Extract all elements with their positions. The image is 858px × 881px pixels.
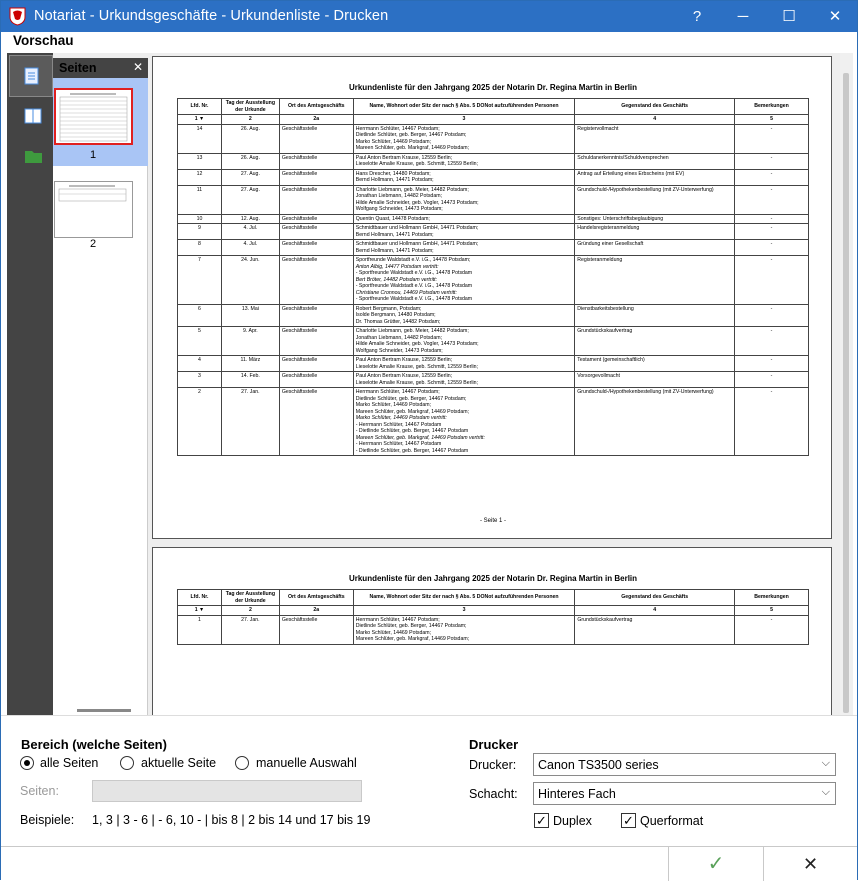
name-line: Bert Bröter, 14482 Potsdam vertritt: (355, 276, 438, 283)
thumbnail-page-2[interactable] (54, 181, 133, 238)
cell-tag: 26. Aug. (221, 124, 279, 153)
name-line: Lieselotte Amalie Krause, geb. Schmitt, 12559 Berlin; (355, 161, 478, 167)
name-line: Herrmann Schlüter, 14467 Potsdam; (355, 125, 440, 132)
cell-nr: 6 (178, 304, 222, 327)
cell-ort: Geschäftsstelle (279, 356, 353, 372)
side-toolbar (7, 53, 53, 715)
cell-nr: 1 (178, 615, 222, 644)
cell-nr: 13 (178, 153, 222, 169)
name-line: Mareen Schlüter, geb. Markgraf, 14469 Potsdam vertritt: (355, 434, 485, 441)
page1-table-body (178, 124, 809, 456)
cell-ort: Geschäftsstelle (279, 615, 353, 644)
name-line: Dietlinde Schlüter, geb. Berger, 14467 Potsdam; (355, 623, 467, 629)
name-line: Bernd Hollmann, 14471 Potsdam; (355, 247, 434, 254)
page1-table (177, 98, 809, 456)
bookmarks-button[interactable] (13, 103, 53, 143)
pages-panel-header (53, 58, 148, 78)
colnum-3: 3 (353, 115, 575, 125)
dialog-footer (1, 846, 857, 880)
name-line: - Herrmann Schlüter, 14467 Potsdam (355, 421, 442, 428)
ok-button[interactable] (668, 847, 763, 881)
range-section-title: Bereich (welche Seiten) (21, 737, 167, 752)
printer-select-value: Canon TS3500 series (538, 758, 659, 772)
cell-bem: - (735, 185, 809, 214)
colnum-5: 5 (735, 606, 809, 616)
table-row (178, 356, 809, 372)
header-tag: Tag der Ausstellung der Urkunde (221, 99, 279, 115)
header-nr: Lfd. Nr. (178, 99, 222, 115)
name-line: - Dietlinde Schlüter, geb. Berger, 14467 Potsdam (355, 428, 469, 434)
table-row (178, 214, 809, 224)
page1-document-title: Urkundenliste für den Jahrgang 2025 der Notarin Dr. Regina Martin in Berlin (348, 83, 638, 92)
thumbnail-1-label: 1 (89, 149, 97, 161)
colnum-1: 1 ▼ (178, 115, 222, 125)
pages-horizontal-scrollbar[interactable] (77, 709, 131, 712)
name-line: Bernd Hollmann, 14471 Potsdam; (355, 177, 434, 183)
examples-text: 1, 3 | 3 - 6 | - 6, 10 - | bis 8 | 2 bis 14 und 17 bis 19 (92, 813, 371, 827)
name-line: - Dietlinde Schlüter, geb. Berger, 14467 Potsdam (355, 447, 469, 454)
cell-name (353, 169, 575, 185)
name-line: Schmidtbauer und Hollmann GmbH, 14471 Potsdam; (355, 241, 479, 247)
cell-tag: 12. Aug. (221, 214, 279, 224)
page2-table (177, 589, 809, 645)
cell-ort: Geschäftsstelle (279, 124, 353, 153)
cell-name (353, 224, 575, 240)
cell-ort: Geschäftsstelle (279, 327, 353, 356)
header-nr: Lfd. Nr. (178, 590, 222, 606)
cell-nr: 12 (178, 169, 222, 185)
name-line: Paul Anton Bertram Krause, 12559 Berlin; (355, 373, 453, 379)
name-line: Marko Schlüter, 14469 Potsdam vertritt: (355, 415, 447, 421)
cell-nr: 9 (178, 224, 222, 240)
close-button[interactable]: ✕ (828, 8, 842, 25)
name-line: Charlotte Liebmann, geb. Meier, 14482 Potsdam; (355, 186, 469, 193)
table-row (178, 124, 809, 153)
cell-bem: - (735, 256, 809, 305)
cell-name (353, 372, 575, 388)
column-number-row (178, 115, 809, 125)
name-line: Hilde Amalie Schneider, geb. Vogler, 14473 Potsdam; (355, 341, 479, 347)
cell-tag: 24. Jun. (221, 256, 279, 305)
cell-tag: 11. März (221, 356, 279, 372)
name-line: Mareen Schlüter, geb. Markgraf, 14469 Potsdam; (355, 636, 470, 642)
header-geg: Gegenstand des Geschäfts (575, 99, 735, 115)
colnum-2: 2 (221, 606, 279, 616)
cell-nr: 5 (178, 327, 222, 356)
name-line: Lieselotte Amalie Krause, geb. Schmitt, 12559 Berlin; (355, 363, 478, 370)
name-line: Anton Albig, 14477 Potsdam vertritt: (355, 263, 439, 270)
printer-label: Drucker: (469, 758, 517, 772)
cell-name (353, 327, 575, 356)
table-row (178, 185, 809, 214)
radio-manual-selection[interactable] (235, 756, 249, 770)
cell-bem: - (735, 356, 809, 372)
cell-name (353, 356, 575, 372)
name-line: Quentin Quast, 14478 Potsdam; (355, 215, 430, 222)
name-line: Schmidtbauer und Hollmann GmbH, 14471 Potsdam; (355, 225, 479, 231)
cell-geg: Vorsorgevollmacht (575, 372, 735, 388)
cell-nr: 8 (178, 240, 222, 256)
duplex-checkbox[interactable]: ✓ (534, 813, 549, 828)
name-line: Charlotte Liebmann, geb. Meier, 14482 Potsdam; (355, 328, 469, 334)
cell-geg: Grundstückskaufvertrag (575, 615, 735, 644)
cell-geg: Registervollmacht (575, 124, 735, 153)
chevron-down-icon: ⌵ (821, 757, 830, 769)
colnum-2a: 2a (279, 606, 353, 616)
name-line: Mareen Schlüter, geb. Markgraf, 14469 Potsdam; (355, 408, 470, 415)
duplex-label[interactable]: Duplex (553, 814, 592, 828)
cell-name (353, 256, 575, 305)
close-icon: ✕ (802, 854, 819, 874)
cell-tag: 27. Jan. (221, 615, 279, 644)
landscape-checkbox[interactable]: ✓ (621, 813, 636, 828)
cell-ort: Geschäftsstelle (279, 214, 353, 224)
radio-manual-selection-label[interactable]: manuelle Auswahl (256, 756, 357, 770)
pages-panel (53, 58, 148, 715)
cell-tag: 26. Aug. (221, 153, 279, 169)
pages-panel-title: Seiten (59, 61, 97, 75)
page2-table-body (178, 615, 809, 644)
cell-ort: Geschäftsstelle (279, 304, 353, 327)
cell-nr: 10 (178, 214, 222, 224)
colnum-2: 2 (221, 115, 279, 125)
cell-tag: 27. Aug. (221, 185, 279, 214)
radio-current-page[interactable] (120, 756, 134, 770)
name-line: Sportfreunde Waldstadt e.V. i.G., 14478 Potsdam; (355, 257, 471, 263)
thumbnail-2-label: 2 (89, 238, 97, 250)
cell-geg: Grundschuld-/Hypothekenbestellung (mit ZV-Unterwerfung) (575, 388, 735, 456)
header-name: Name, Wohnort oder Sitz der nach § Abs. 5 DONot aufzuführenden Personen (353, 590, 575, 606)
name-line: Mareen Schlüter, geb. Markgraf, 14469 Potsdam; (355, 145, 470, 151)
preview-vertical-scrollbar[interactable] (840, 53, 853, 715)
cell-ort: Geschäftsstelle (279, 256, 353, 305)
preview-page-2 (152, 547, 832, 715)
app-crest-icon (9, 7, 26, 26)
cell-name (353, 240, 575, 256)
cancel-button[interactable] (763, 847, 857, 881)
cell-geg: Sonstiges: Unterschriftsbeglaubigung (575, 214, 735, 224)
cell-ort: Geschäftsstelle (279, 224, 353, 240)
radio-all-pages-label[interactable]: alle Seiten (40, 756, 99, 770)
table-row (178, 615, 809, 644)
check-icon: ✓ (707, 853, 725, 875)
cell-bem: - (735, 372, 809, 388)
name-line: - Sportfreunde Waldstadt e.V. i.G., 14478 Potsdam (355, 283, 473, 289)
header-geg: Gegenstand des Geschäfts (575, 590, 735, 606)
examples-label: Beispiele: (20, 813, 75, 827)
cell-bem: - (735, 214, 809, 224)
colnum-5: 5 (735, 115, 809, 125)
table-row (178, 256, 809, 305)
name-line: Lieselotte Amalie Krause, geb. Schmitt, 12559 Berlin; (355, 379, 478, 386)
name-line: Paul Anton Bertram Krause, 12559 Berlin; (355, 154, 453, 161)
tray-select[interactable] (533, 782, 836, 805)
cell-ort: Geschäftsstelle (279, 240, 353, 256)
header-bem: Bemerkungen (735, 590, 809, 606)
cell-ort: Geschäftsstelle (279, 185, 353, 214)
name-line: Hans Drescher, 14480 Potsdam; (355, 170, 431, 177)
cell-tag: 27. Aug. (221, 169, 279, 185)
name-line: - Herrmann Schlüter, 14467 Potsdam (355, 441, 442, 447)
cell-tag: 27. Jan. (221, 388, 279, 456)
name-line: Marko Schlüter, 14469 Potsdam; (355, 402, 431, 408)
cell-name (353, 214, 575, 224)
cell-name (353, 124, 575, 153)
name-line: Robert Bergmann, Potsdam; (355, 305, 422, 312)
cell-nr: 2 (178, 388, 222, 456)
thumbnail-1-content (56, 90, 131, 143)
name-line: Herrmann Schlüter, 14467 Potsdam; (355, 616, 440, 623)
cell-tag: 9. Apr. (221, 327, 279, 356)
header-bem: Bemerkungen (735, 99, 809, 115)
cell-tag: 4. Jul. (221, 240, 279, 256)
cell-nr: 11 (178, 185, 222, 214)
name-line: Dietlinde Schlüter, geb. Berger, 14467 Potsdam; (355, 132, 467, 138)
help-button[interactable]: ? (692, 8, 702, 25)
cell-nr: 14 (178, 124, 222, 153)
pages-field-label: Seiten: (20, 784, 59, 798)
tray-select-value: Hinteres Fach (538, 787, 616, 801)
cell-bem: - (735, 224, 809, 240)
cell-geg: Gründung einer Gesellschaft (575, 240, 735, 256)
name-line: Jonathan Liebmann, 14482 Potsdam; (355, 193, 442, 199)
cell-tag: 13. Mai (221, 304, 279, 327)
name-line: Hilde Amalie Schneider, geb. Vogler, 14473 Potsdam; (355, 199, 479, 206)
name-line: Dr. Thomas Grütter, 14482 Potsdam; (355, 318, 441, 325)
name-line: Dietlinde Schlüter, geb. Berger, 14467 Potsdam; (355, 395, 467, 402)
radio-all-pages[interactable] (20, 756, 34, 770)
chevron-down-icon: ⌵ (821, 786, 830, 798)
header-ort: Ort des Amtsgeschäfts (279, 99, 353, 115)
cell-ort: Geschäftsstelle (279, 169, 353, 185)
cell-geg: Schuldanerkenntnis/Schuldversprechen (575, 153, 735, 169)
cell-bem: - (735, 124, 809, 153)
page2-document-title: Urkundenliste für den Jahrgang 2025 der Notarin Dr. Regina Martin in Berlin (348, 574, 638, 583)
cell-nr: 7 (178, 256, 222, 305)
name-line: Herrmann Schlüter, 14467 Potsdam; (355, 389, 440, 395)
pages-input[interactable] (92, 780, 362, 802)
name-line: Bernd Hollmann, 14471 Potsdam; (355, 231, 434, 238)
colnum-1: 1 ▼ (178, 606, 222, 616)
table-row (178, 388, 809, 456)
cell-ort: Geschäftsstelle (279, 388, 353, 456)
section-label-preview: Vorschau (13, 33, 74, 48)
cell-nr: 3 (178, 372, 222, 388)
cell-tag: 4. Jul. (221, 224, 279, 240)
name-line: Wolfgang Schneider, 14473 Potsdam; (355, 206, 443, 212)
name-line: - Sportfreunde Waldstadt e.V. i.G., 14478 Potsdam (355, 296, 473, 302)
cell-bem: - (735, 615, 809, 644)
cell-bem: - (735, 388, 809, 456)
cell-tag: 14. Feb. (221, 372, 279, 388)
table-row (178, 224, 809, 240)
name-line: Christiane Cronnou, 14469 Potsdam vertritt: (355, 289, 457, 296)
scrollbar-thumb[interactable] (843, 73, 849, 713)
cell-name (353, 153, 575, 169)
landscape-label[interactable]: Querformat (640, 814, 704, 828)
cell-geg: Grundschuld-/Hypothekenbestellung (mit ZV-Unterwerfung) (575, 185, 735, 214)
name-line: Marko Schlüter, 14469 Potsdam; (355, 629, 432, 636)
name-line: - Sportfreunde Waldstadt e.V. i.G., 14478 Potsdam (355, 270, 473, 276)
colnum-3: 3 (353, 606, 575, 616)
preview-page-1 (152, 56, 832, 539)
column-number-row (178, 606, 809, 616)
cell-nr: 4 (178, 356, 222, 372)
cell-name (353, 388, 575, 456)
table-row (178, 153, 809, 169)
cell-geg: Handelsregisteranmeldung (575, 224, 735, 240)
pages-panel-close-icon[interactable]: ✕ (132, 60, 143, 74)
table-row (178, 240, 809, 256)
table-row (178, 372, 809, 388)
cell-geg: Grundstückskaufvertrag (575, 327, 735, 356)
cell-bem: - (735, 304, 809, 327)
name-line: Isolde Bergmann, 14480 Potsdam; (355, 312, 436, 318)
document-preview[interactable] (148, 53, 840, 715)
page-icon (10, 56, 54, 98)
colnum-2a: 2a (279, 115, 353, 125)
printer-section-title: Drucker (469, 737, 519, 752)
page1-footer: - Seite 1 - (479, 518, 506, 524)
cell-name (353, 615, 575, 644)
header-name: Name, Wohnort oder Sitz der nach § Abs. 5 DONot aufzuführenden Personen (353, 99, 575, 115)
name-line: Paul Anton Bertram Krause, 12559 Berlin; (355, 357, 453, 363)
table-row (178, 304, 809, 327)
cell-bem: - (735, 169, 809, 185)
thumbnail-page-1[interactable] (54, 88, 133, 145)
cell-name (353, 185, 575, 214)
cell-geg: Testament (gemeinschaftlich) (575, 356, 735, 372)
radio-current-page-label[interactable]: aktuelle Seite (141, 756, 217, 770)
name-line: Marko Schlüter, 14469 Potsdam; (355, 138, 431, 145)
colnum-4: 4 (575, 606, 735, 616)
cell-geg: Dienstbarkeitsbestellung (575, 304, 735, 327)
cell-bem: - (735, 327, 809, 356)
cell-geg: Registeranmeldung (575, 256, 735, 305)
cell-bem: - (735, 240, 809, 256)
table-row (178, 169, 809, 185)
cell-geg: Antrag auf Erteilung eines Erbscheins (mit EV) (575, 169, 735, 185)
cell-bem: - (735, 153, 809, 169)
folder-icon (13, 141, 53, 171)
minimize-button[interactable]: ─ (737, 8, 749, 25)
cell-ort: Geschäftsstelle (279, 372, 353, 388)
printer-select[interactable] (533, 753, 836, 776)
header-ort: Ort des Amtsgeschäfts (279, 590, 353, 606)
name-line: Wolfgang Schneider, 14473 Potsdam; (355, 347, 443, 354)
title-bar[interactable] (1, 1, 857, 32)
window-title: Notariat - Urkundsgeschäfte - Urkundenliste - Drucken (34, 8, 389, 24)
book-icon (13, 103, 53, 133)
pages-view-button[interactable] (9, 55, 53, 97)
thumbnail-2-content (55, 182, 132, 237)
name-line: Jonathan Liebmann, 14482 Potsdam; (355, 334, 442, 341)
maximize-button[interactable]: ☐ (782, 8, 796, 25)
table-row (178, 327, 809, 356)
header-tag: Tag der Ausstellung der Urkunde (221, 590, 279, 606)
attachments-button[interactable] (13, 141, 53, 181)
tray-label: Schacht: (469, 787, 518, 801)
cell-name (353, 304, 575, 327)
colnum-4: 4 (575, 115, 735, 125)
cell-ort: Geschäftsstelle (279, 153, 353, 169)
